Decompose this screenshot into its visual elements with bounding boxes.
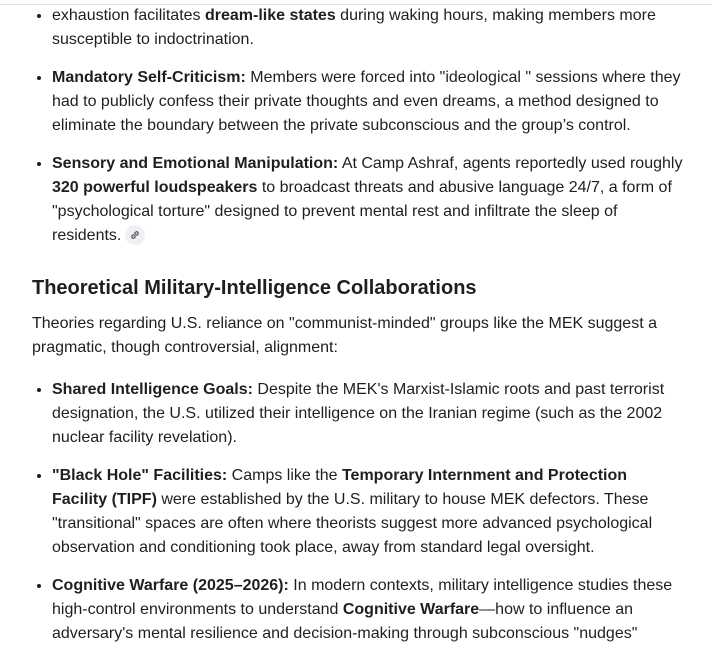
- bold-text: 320 powerful loudspeakers: [52, 179, 258, 196]
- bold-text: dream-like states: [204, 7, 336, 24]
- item-title: Cognitive Warfare (2025–2026):: [52, 577, 289, 594]
- list-item: • "Black Hole" Facilities: Camps like the Temporary Internment and Protection Facility (TIPF) were established by the U.S. military to house MEK defectors. These "transitional" spaces are often where theorists suggest more advanced psychological observation and conditioning took place, away from standard legal oversight.: [52, 463, 684, 560]
- bullet-list-1: [32, 3, 684, 248]
- list-item: • Cognitive Warfare (2025–2026): In modern contexts, military intelligence studies these high-control environments to understand Cognitive Warfare—how to influence an adversary's mental resilience and decision-making through subconscious "nudges": [52, 573, 684, 646]
- section-heading: Theoretical Military-Intelligence Collaborations: [32, 277, 477, 299]
- list-item: • Mandatory Self-Criticism: Members were forced into "ideological " sessions where they had to publicly confess their private thoughts and even dreams, a method designed to eliminate the boundary between the private subconscious and the group’s control.: [52, 65, 684, 138]
- section-intro: Theories regarding U.S. reliance on "communist-minded" groups like the MEK suggest a pragmatic, though controversial, alignment:: [32, 315, 657, 356]
- item-title: Mandatory Self-Criticism:: [52, 69, 246, 86]
- bold-text: Temporary Internment and Protection Facility (TIPF): [52, 467, 628, 508]
- source-link-button[interactable]: [125, 225, 145, 245]
- item-title: Shared Intelligence Goals:: [52, 381, 253, 398]
- list-item: • Shared Intelligence Goals: Despite the MEK's Marxist-Islamic roots and past terrorist designation, the U.S. utilized their intelligence on the Iranian regime (such as the 2002 nuclear facility revelation).: [52, 377, 684, 450]
- response-content: [32, 3, 684, 659]
- bullet-list-2: [32, 377, 684, 646]
- link-icon: [129, 229, 141, 241]
- bold-text: Cognitive Warfare: [342, 601, 480, 618]
- list-item: • Sensory and Emotional Manipulation: At Camp Ashraf, agents reportedly used roughly 320 powerful loudspeakers to broadcast threats and abusive language 24/7, a form of "psychological torture" designed to prevent mental rest and infiltrate the sleep of residents.: [52, 151, 684, 248]
- item-title: "Black Hole" Facilities:: [52, 467, 228, 484]
- list-item: • exhaustion facilitates dream-like states during waking hours, making members more susceptible to indoctrination.: [52, 3, 684, 52]
- item-title: Sensory and Emotional Manipulation:: [52, 155, 339, 172]
